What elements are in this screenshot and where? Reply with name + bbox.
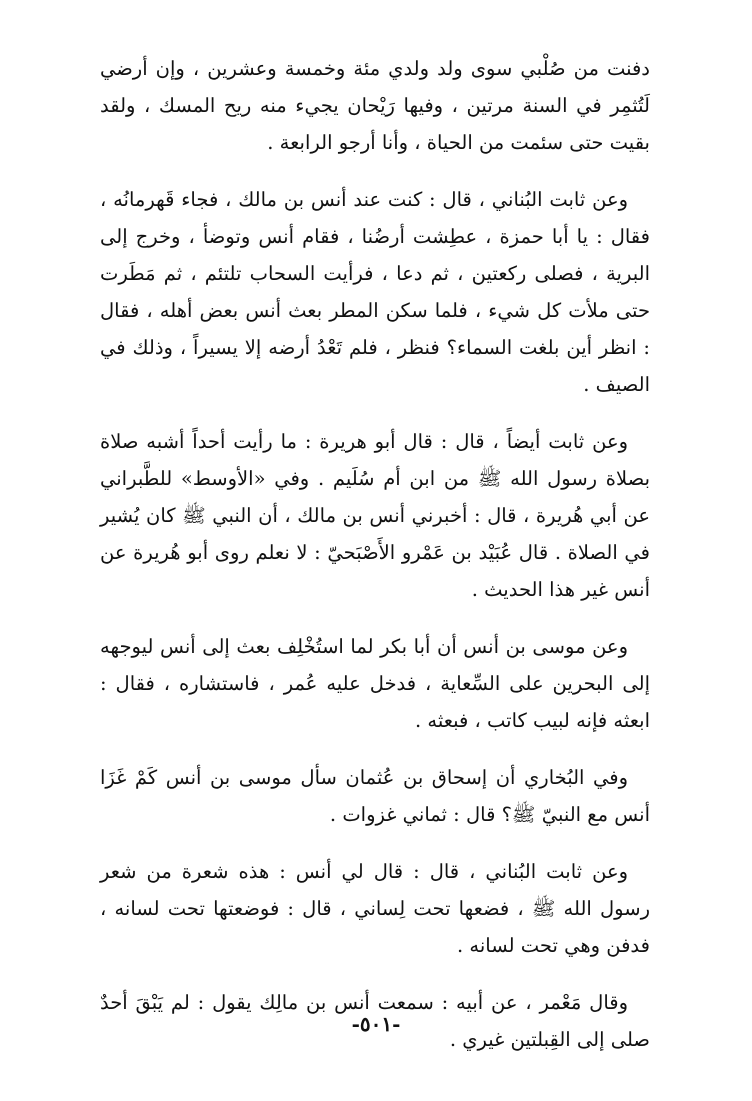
paragraph-3: وعن ثابت أيضاً ، قال : قال أبو هريرة : ما رأيت أحداً أشبه صلاة بصلاة رسول الله ﷺ من ابن أم سُلَيم . وفي «الأوسط» للطَّبراني عن أبي هُريرة ، قال : أخبرني أنس بن مالك ، أن النبي ﷺ كان يُشير في الصلاة . قال عُبَيْد بن عَمْرو الأَصْبَحيّ : لا نعلم روى أبو هُريرة عن أنس غير هذا الحديث . — [100, 430, 650, 601]
page-body — [100, 50, 650, 1078]
paragraph-1: دفنت من صُلْبي سوى ولد ولدي مئة وخمسة وعشرين ، وإن أرضي لَتُثمِر في السنة مرتين ، وفيها رَيْحان يجيء منه ريح المسك ، ولقد بقيت حتى سئمت من الحياة ، وأنا أرجو الرابعة . — [100, 57, 650, 154]
paragraph-6: وعن ثابت البُناني ، قال : قال لي أنس : هذه شعرة من شعر رسول الله ﷺ ، فضعها تحت لِساني ، قال : فوضعتها تحت لسانه ، فدفن وهي تحت لسانه . — [100, 860, 650, 957]
paragraph-5: وفي البُخاري أن إسحاق بن عُثمان سأل موسى بن أنس كَمْ غَزَا أنس مع النبيّ ﷺ؟ قال : ثماني غزوات . — [100, 766, 650, 826]
paragraph-2: وعن ثابت البُناني ، قال : كنت عند أنس بن مالك ، فجاء قَهرمانُه ، فقال : يا أبا حمزة ، عطِشت أرضُنا ، فقام أنس وتوضأ ، وخرج إلى البرية ، فصلى ركعتين ، ثم دعا ، فرأيت السحاب تلتئم ، ثم مَطَرت حتى ملأت كل شيء ، فلما سكن المطر بعث أنس بعض أهله ، فقال : انظر أين بلغت السماء؟ فنظر ، فلم تَعْدُ أرضه إلا يسيراً ، وذلك في الصيف . — [100, 188, 650, 396]
paragraph-4: وعن موسى بن أنس أن أبا بكر لما استُخْلِف بعث إلى أنس ليوجهه إلى البحرين على السِّعاية ، فدخل عليه عُمر ، فاستشاره ، فقال : ابعثه فإنه لبيب كاتب ، فبعثه . — [100, 635, 650, 732]
paragraph-7: وقال مَعْمر ، عن أبيه : سمعت أنس بن مالِك يقول : لم يَبْقَ أحدٌ صلى إلى القِبلتين غيري . — [100, 991, 650, 1051]
page-number: -٥٠١- — [351, 1012, 401, 1036]
